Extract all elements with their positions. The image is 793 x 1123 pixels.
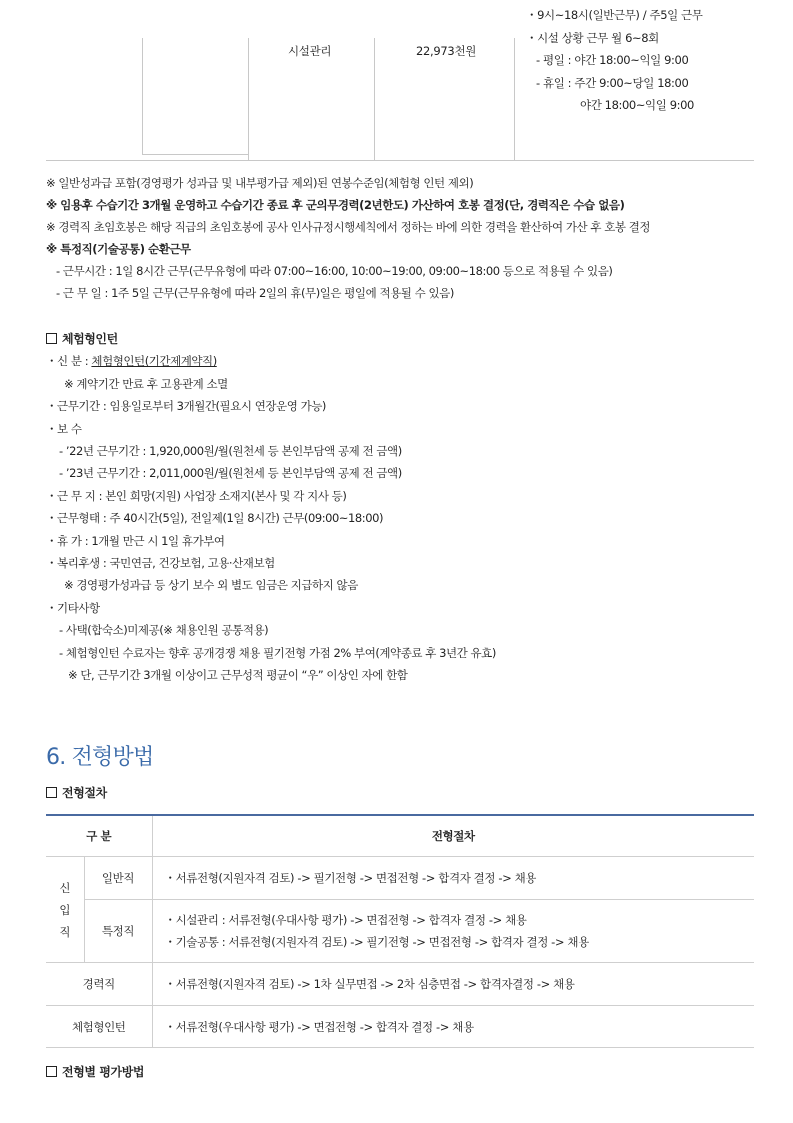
intern-status-line (46, 350, 766, 372)
new-hire-char: 직 (59, 924, 71, 939)
new-hire-cell (46, 857, 84, 963)
table-row (46, 1006, 754, 1048)
header-category: 구 분 (46, 815, 152, 857)
note-line: ※ 특정직(기술공통) 순환근무 (46, 242, 191, 256)
note-line: - 근무시간 : 1일 8시간 근무(근무유형에 따라 07:00~16:00, 10:00~19:00, 09:00~18:00 등으로 적용될 수 있음) (56, 264, 613, 278)
note-line: ※ 경력직 초임호봉은 해당 직급의 초임호봉에 공사 인사규정시행세칙에서 정하는 바에 의한 경력을 환산하여 가산 후 호봉 결정 (46, 220, 651, 234)
intern-line: ※ 경영평가성과급 등 상기 보수 외 별도 임금은 지급하지 않음 (64, 578, 358, 593)
status-prefix: ・신 분 : (46, 354, 92, 369)
intern-line: ※ 단, 근무기간 3개월 이상이고 근무성적 평균이 “우” 이상인 자에 한함 (68, 668, 408, 683)
table-header-row (46, 815, 754, 857)
checkbox-square-icon (46, 787, 57, 798)
subsection-title (46, 784, 107, 801)
intern-title-text: 체험형인턴 (62, 332, 118, 346)
status-value: 체험형인턴(기간제계약직) (91, 354, 217, 369)
row-label: 일반직 (84, 857, 152, 900)
work-hours-line: ・시설 상황 근무 월 6~8회 (526, 30, 659, 45)
table-row (46, 963, 754, 1006)
work-hours-line: - 휴일 : 주간 9:00~당일 18:00 (536, 75, 689, 90)
subsection-title-text: 전형별 평가방법 (62, 1065, 145, 1079)
intern-line: ・휴 가 : 1개월 만근 시 1일 휴가부여 (46, 533, 225, 548)
intern-line: ・근무형태 : 주 40시간(5일), 전일제(1일 8시간) 근무(09:00~18:00) (46, 511, 383, 526)
row-label: 경력직 (46, 963, 152, 1006)
intern-line: ※ 계약기간 만료 후 고용관계 소멸 (64, 376, 228, 391)
table-divider (374, 38, 375, 160)
work-hours-cell (526, 4, 703, 117)
table-row (46, 900, 754, 963)
selection-process-table (46, 814, 754, 1048)
work-hours-line: - 평일 : 야간 18:00~익일 9:00 (536, 53, 689, 67)
intern-line: - 사택(합숙소)미제공(※ 채용인원 공통적용) (59, 623, 269, 638)
intern-line: ・보 수 (46, 421, 82, 436)
note-line: - 근 무 일 : 1주 5일 근무(근무유형에 따라 2일의 휴(무)일은 평일에 적용될 수 있음) (56, 286, 454, 300)
row-process: ・서류전형(지원자격 검토) -> 필기전형 -> 면접전형 -> 합격자 결정 -> 채용 (152, 857, 754, 900)
table-divider (142, 154, 248, 155)
subsection-title (46, 1063, 144, 1080)
work-hours-line: ・9시~18시(일반근무) / 주5일 근무 (526, 8, 703, 22)
process-line: ・시설관리 : 서류전형(우대사항 평가) -> 면접전형 -> 합격자 결정 -> 채용 (164, 913, 527, 927)
subsection-title-text: 전형절차 (62, 786, 107, 800)
intern-line: ・근 무 지 : 본인 희망(지원) 사업장 소재지(본사 및 각 지사 등) (46, 488, 347, 503)
new-hire-char: 신 (59, 880, 71, 895)
intern-title (46, 328, 766, 350)
intern-line: ・근무기간 : 임용일로부터 3개월간(필요시 연장운영 가능) (46, 399, 326, 414)
row-process: ・서류전형(지원자격 검토) -> 1차 실무면접 -> 2차 심층면접 -> 합격자결정 -> 채용 (152, 963, 754, 1006)
intern-line: - ’23년 근무기간 : 2,011,000원/월(원천세 등 본인부담액 공제 전 금액) (59, 466, 402, 481)
table-divider (248, 38, 249, 160)
salary-notes (46, 172, 766, 304)
row-label: 특정직 (84, 900, 152, 963)
header-process: 전형절차 (152, 815, 754, 857)
category-cell: 시설관리 (288, 44, 332, 58)
table-divider (142, 38, 143, 154)
section-title: 6. 전형방법 (46, 745, 154, 770)
note-line: ※ 일반성과급 포함(경영평가 성과급 및 내부평가급 제외)된 연봉수준임(체험형 인턴 제외) (46, 176, 474, 190)
work-hours-line: 야간 18:00~익일 9:00 (580, 98, 694, 112)
intern-line: ・복리후생 : 국민연금, 건강보험, 고용·산재보험 (46, 556, 275, 571)
table-bottom-border (46, 160, 754, 161)
checkbox-square-icon (46, 1066, 57, 1077)
table-row (46, 857, 754, 900)
intern-line: ・기타사항 (46, 600, 100, 615)
note-line: ※ 임용후 수습기간 3개월 운영하고 수습기간 종료 후 군의무경력(2년한도) 가산하여 호봉 결정(단, 경력직은 수습 없음) (46, 198, 625, 212)
new-hire-char: 입 (59, 902, 71, 917)
salary-cell: 22,973천원 (416, 44, 477, 58)
intern-line: - ’22년 근무기간 : 1,920,000원/월(원천세 등 본인부담액 공제 전 금액) (59, 444, 402, 459)
checkbox-square-icon (46, 333, 57, 344)
row-process: ・서류전형(우대사항 평가) -> 면접전형 -> 합격자 결정 -> 채용 (152, 1006, 754, 1048)
row-process (152, 900, 754, 963)
row-label: 체험형인턴 (46, 1006, 152, 1048)
process-line: ・기술공통 : 서류전형(지원자격 검토) -> 필기전형 -> 면접전형 -> 합격자 결정 -> 채용 (164, 935, 589, 949)
new-hire-label (46, 877, 84, 943)
intern-line: - 체험형인턴 수료자는 향후 공개경쟁 채용 필기전형 가점 2% 부여(계약종료 후 3년간 유효) (59, 645, 496, 660)
intern-section (46, 328, 766, 687)
table-divider (514, 38, 515, 160)
